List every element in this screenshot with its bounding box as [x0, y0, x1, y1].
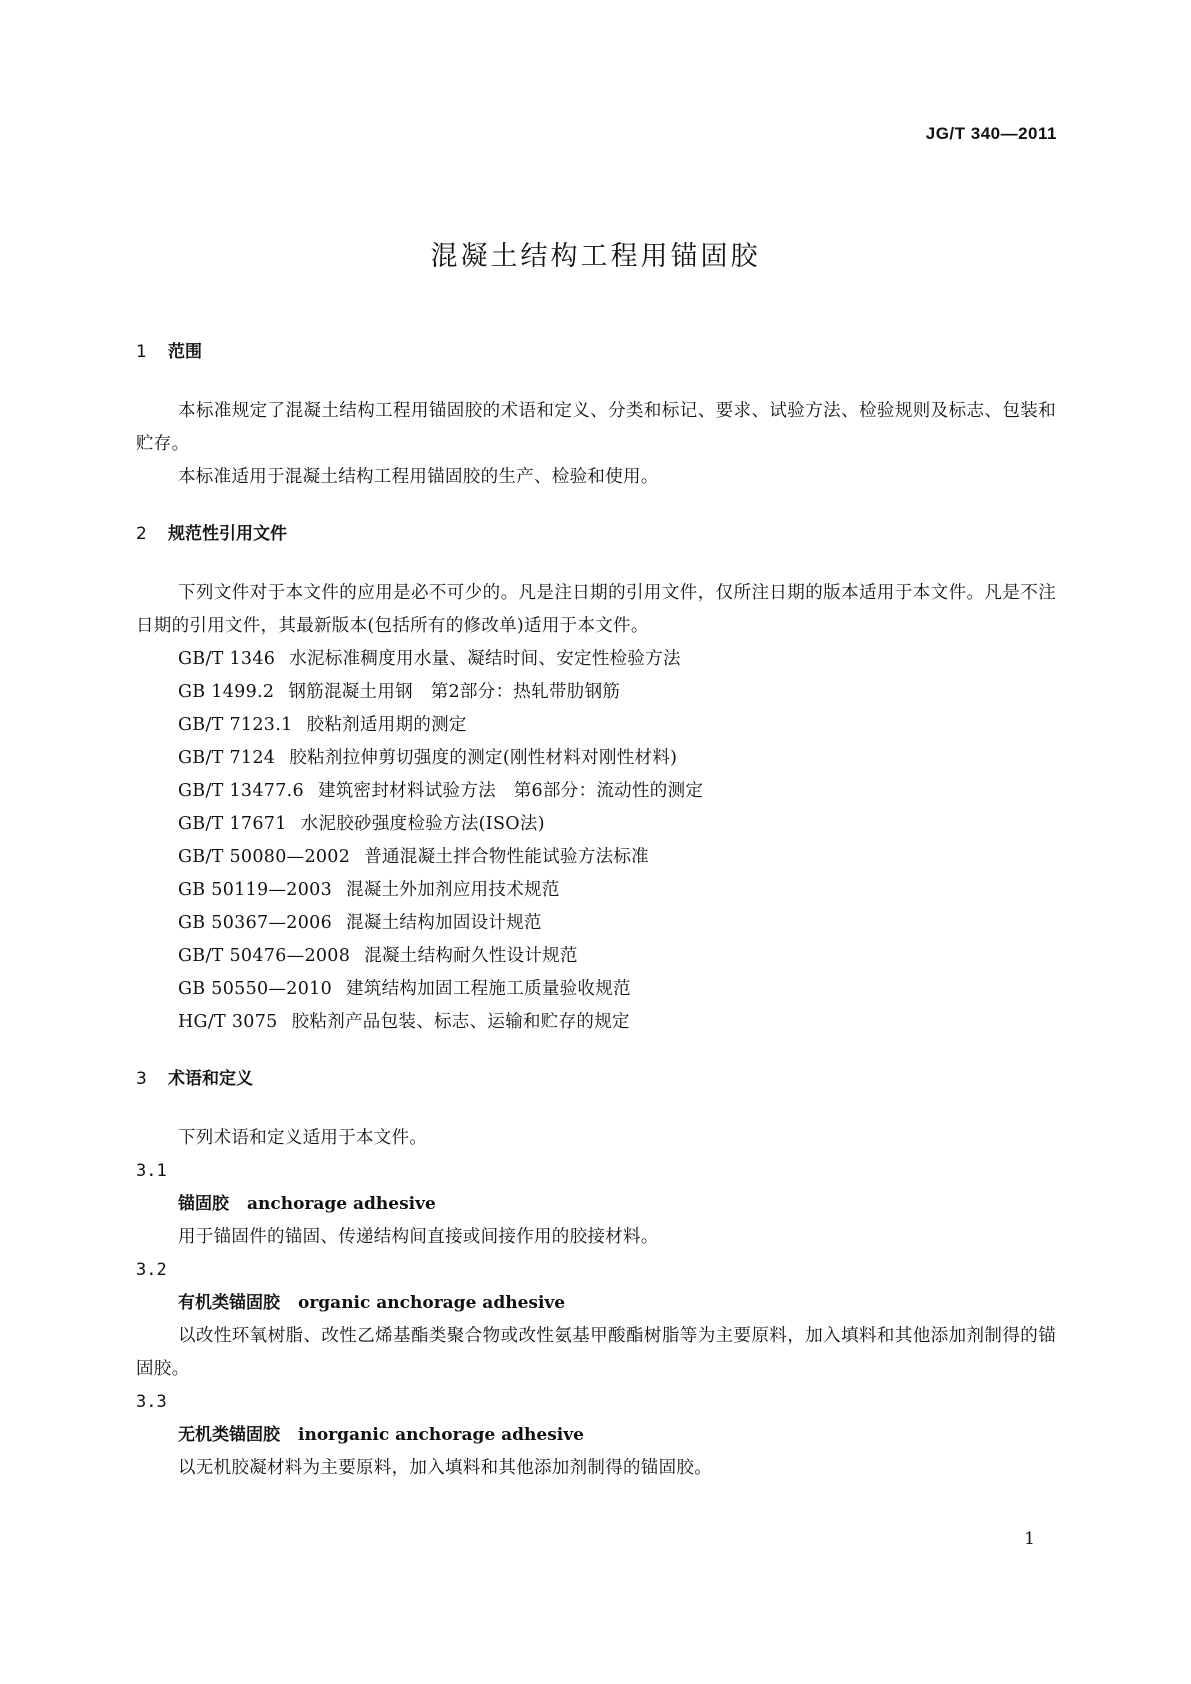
reference-code: GB/T 1346 [178, 649, 276, 669]
terms-intro: 下列术语和定义适用于本文件。 [178, 1128, 428, 1148]
list-item [136, 709, 1056, 742]
reference-title: 混凝土结构耐久性设计规范 [364, 946, 578, 966]
references-intro: 下列文件对于本文件的应用是必不可少的。凡是注日期的引用文件，仅所注日期的版本适用于本文件。凡是不注日期的引用文件，其最新版本(包括所有的修改单)适用于本文件。 [136, 583, 1056, 636]
list-item [136, 676, 1056, 709]
reference-code: GB/T 7124 [178, 748, 276, 768]
reference-title: 胶粘剂拉伸剪切强度的测定(刚性材料对刚性材料) [289, 748, 678, 768]
term-entry [136, 1155, 1056, 1254]
reference-title: 胶粘剂产品包装、标志、运输和贮存的规定 [291, 1012, 630, 1032]
reference-title: 水泥胶砂强度检验方法(ISO法) [300, 814, 545, 834]
section-number: 2 [136, 524, 147, 544]
reference-title: 水泥标准稠度用水量、凝结时间、安定性检验方法 [289, 649, 681, 669]
reference-code: GB 50119—2003 [178, 880, 333, 900]
list-item [136, 874, 1056, 907]
list-item [136, 742, 1056, 775]
list-item [136, 940, 1056, 973]
scope-paragraph-2: 本标准适用于混凝土结构工程用锚固胶的生产、检验和使用。 [178, 467, 659, 487]
reference-code: GB 50550—2010 [178, 979, 333, 999]
reference-code: GB/T 17671 [178, 814, 287, 834]
scope-paragraph-1: 本标准规定了混凝土结构工程用锚固胶的术语和定义、分类和标记、要求、试验方法、检验规则及标志、包装和贮存。 [136, 401, 1056, 454]
term-definition: 以改性环氧树脂、改性乙烯基酯类聚合物或改性氨基甲酸酯树脂等为主要原料，加入填料和其他添加剂制得的锚固胶。 [136, 1326, 1056, 1379]
list-item [136, 973, 1056, 1006]
reference-list [136, 643, 1056, 1039]
section-title: 规范性引用文件 [168, 524, 287, 544]
term-name-en: inorganic anchorage adhesive [298, 1425, 584, 1445]
list-item [136, 643, 1056, 676]
reference-code: GB/T 7123.1 [178, 715, 293, 735]
term-name-en: organic anchorage adhesive [298, 1293, 566, 1313]
list-item [136, 775, 1056, 808]
term-number: 3.1 [136, 1161, 167, 1181]
term-number: 3.3 [136, 1392, 167, 1412]
term-name-en: anchorage adhesive [247, 1194, 436, 1214]
section-title: 范围 [168, 342, 202, 362]
reference-code: GB 50367—2006 [178, 913, 333, 933]
term-name [136, 1419, 1056, 1452]
term-name-zh: 锚固胶 [178, 1194, 229, 1214]
term-name [136, 1188, 1056, 1221]
reference-title: 混凝土结构加固设计规范 [346, 913, 542, 933]
term-entry [136, 1254, 1056, 1386]
section-3-heading [136, 1066, 1056, 1092]
reference-title: 混凝土外加剂应用技术规范 [346, 880, 560, 900]
section-1-heading [136, 339, 1056, 365]
document-body [136, 339, 1056, 1485]
reference-title: 胶粘剂适用期的测定 [306, 715, 467, 735]
reference-code: GB/T 50080—2002 [178, 847, 351, 867]
standard-code: JG/T 340—2011 [925, 124, 1057, 143]
reference-code: GB/T 50476—2008 [178, 946, 351, 966]
term-number: 3.2 [136, 1260, 167, 1280]
term-entry [136, 1386, 1056, 1485]
reference-title: 钢筋混凝土用钢 第2部分：热轧带肋钢筋 [288, 682, 621, 702]
section-number: 1 [136, 342, 147, 362]
reference-code: HG/T 3075 [178, 1012, 278, 1032]
reference-code: GB/T 13477.6 [178, 781, 304, 801]
section-title: 术语和定义 [168, 1069, 253, 1089]
reference-title: 建筑结构加固工程施工质量验收规范 [346, 979, 631, 999]
term-definition: 用于锚固件的锚固、传递结构间直接或间接作用的胶接材料。 [178, 1227, 659, 1247]
list-item [136, 841, 1056, 874]
term-name-zh: 有机类锚固胶 [178, 1293, 280, 1313]
term-name [136, 1287, 1056, 1320]
page-title: 混凝土结构工程用锚固胶 [430, 241, 761, 272]
section-2-heading [136, 521, 1056, 547]
list-item [136, 808, 1056, 841]
reference-code: GB 1499.2 [178, 682, 275, 702]
term-name-zh: 无机类锚固胶 [178, 1425, 280, 1445]
reference-title: 建筑密封材料试验方法 第6部分：流动性的测定 [317, 781, 704, 801]
section-number: 3 [136, 1069, 147, 1089]
list-item [136, 1006, 1056, 1039]
page-number: 1 [1024, 1529, 1035, 1549]
list-item [136, 907, 1056, 940]
term-definition: 以无机胶凝材料为主要原料，加入填料和其他添加剂制得的锚固胶。 [178, 1458, 712, 1478]
reference-title: 普通混凝土拌合物性能试验方法标准 [364, 847, 649, 867]
